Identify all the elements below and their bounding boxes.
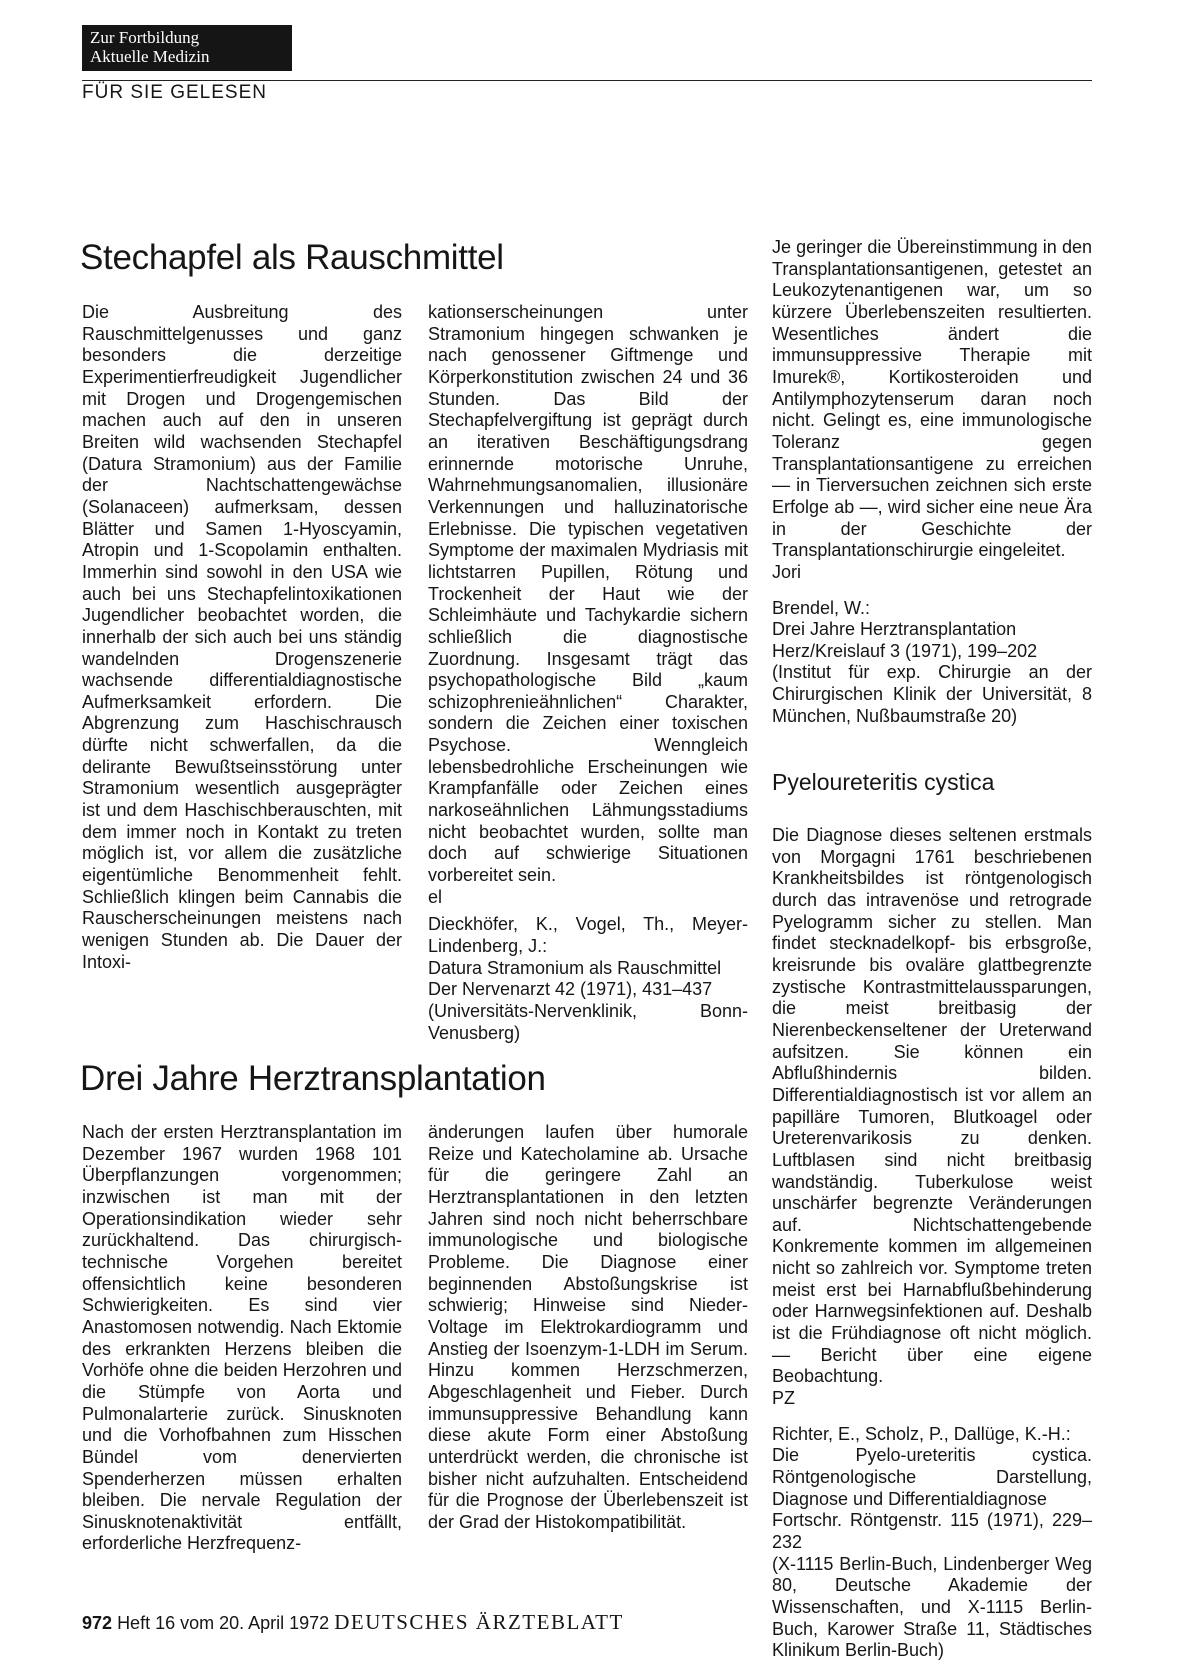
reference-address: (X-1115 Berlin-Buch, Lindenberger Weg 80, Deutsche Akademie der Wissenschaften, und X-1115 Berlin-Buch, Karower Straße 11, Städtisches Klinikum Berlin-Buch) — [772, 1553, 1092, 1661]
section-label: FÜR SIE GELESEN — [82, 82, 267, 103]
header-rule — [82, 80, 1092, 81]
reference-authors: Richter, E., Scholz, P., Dallüge, K.-H.: — [772, 1423, 1071, 1444]
article-body: Nach der ersten Herztransplantation im Dezember 1967 wurden 1968 101 Überpflanzungen vorgenommen; inzwischen ist man mit der Operationsindikation wieder sehr zurückhaltend. Das chirurgisch-technische Vorgehen bereitet offensichtlich keine besonderen Schwierigkeiten. Es sind vier Anastomosen notwendig. Nach Ektomie des erkrankten Herzens bleiben die Vorhöfe ohne die beiden Herzohren und die Stümpfe von Aorta und Pulmonalarterie zurück. Sinusknoten und die Vorhofbahnen zum Hisschen Bündel vom denervierten Spenderherzen müssen erhalten bleiben. Die nervale Regulation der Sinusknotenaktivität entfällt, erforderliche Herzfrequenz- — [82, 1122, 402, 1554]
page-number: 972 — [82, 1613, 113, 1633]
badge-line-2: Aktuelle Medizin — [90, 47, 210, 66]
author-signature: el — [428, 886, 443, 907]
reference-journal: Herz/Kreislauf 3 (1971), 199–202 — [772, 640, 1038, 661]
reference-address: (Universitäts-Nervenklinik, Bonn-Venusberg) — [428, 1001, 748, 1043]
author-signature: Jori — [772, 561, 802, 582]
article-title-stechapfel: Stechapfel als Rauschmittel — [80, 238, 504, 277]
reference-authors: Brendel, W.: — [772, 597, 871, 618]
article-body: Die Diagnose dieses seltenen erstmals von Morgagni 1761 beschriebenen Krankheitsbildes ist röntgenologisch durch das intravenöse und retrograde Pyelogramm sicher zu stellen. Man findet stecknadelkopf- bis erbsgroße, kreisrunde bis ovaläre glattbegrenzte zystische Kontrastmittelaussparungen, die meist breitbasig der Nierenbeckenseltener der Ureterwand aufsitzen. Sie können ein Abflußhindernis bilden. Differentialdiagnostisch ist vor allem an papilläre Tumoren, Blutkoagel oder Ureterenvarikosis zu denken. Luftblasen sind nicht breitbasig wandständig. Tuberkulose weist unschärfer begrenzte Veränderungen auf. Nichtschattengebende Konkremente kommen im allgemeinen nicht so zahlreich vor. Symptome treten meist erst bei Harnabflußbehinderung oder Harnwegsinfektionen auf. Deshalb ist die Frühdiagnose oft nicht möglich. — Bericht über eine eigene Beobachtung. — [772, 825, 1092, 1387]
reference-title: Datura Stramonium als Rauschmittel — [428, 957, 722, 978]
article-herz-col1 — [82, 1122, 402, 1555]
article-pyelo-col — [772, 825, 1092, 1662]
author-signature: PZ — [772, 1388, 796, 1409]
issue-info: Heft 16 vom 20. April 1972 — [117, 1613, 330, 1633]
article-herz-col2 — [428, 1122, 748, 1533]
page-footer — [82, 1610, 624, 1635]
badge-line-1: Zur Fortbildung — [90, 28, 200, 47]
reference-title: Drei Jahre Herztransplantation — [772, 619, 1017, 640]
reference-journal: Der Nervenarzt 42 (1971), 431–437 — [428, 979, 713, 1000]
article-title-pyelo: Pyeloureteritis cystica — [772, 769, 995, 795]
article-title-herz: Drei Jahre Herztransplantation — [80, 1059, 546, 1098]
reference-address: (Institut für exp. Chirurgie an der Chirurgischen Klinik der Universität, 8 München, Nußbaumstraße 20) — [772, 662, 1092, 726]
article-body: änderungen laufen über humorale Reize und Katecholamine ab. Ursache für die geringere Zahl an Herztransplantationen in den letzten Jahren sind noch nicht beherrschbare immunologische und biologische Probleme. Die Diagnose einer beginnenden Abstoßungskrise ist schwierig; Hinweise sind Nieder-Voltage im Elektrokardiogramm und Anstieg der Isoenzym-1-LDH im Serum. Hinzu kommen Herzschmerzen, Abgeschlagenheit und Fieber. Durch immunsuppressive Behandlung kann diese akute Form einer Abstoßung unterdrückt werden, die chronische ist bisher nicht aufzuhalten. Entscheidend für die Prognose der Überlebenszeit ist der Grad der Histokompatibilität. — [428, 1122, 748, 1532]
article-stechapfel-col1 — [82, 302, 402, 973]
section-badge — [82, 25, 292, 71]
article-body: Die Ausbreitung des Rauschmittelgenusses und ganz besonders die derzeitige Experimentierfreudigkeit Jugendlicher mit Drogen und Drogengemischen machen auch auf den in unseren Breiten wild wachsenden Stechapfel (Datura Stramonium) aus der Familie der Nachtschattengewächse (Solanaceen) aufmerksam, dessen Blätter und Samen 1-Hyoscyamin, Atropin und 1-Scopolamin enthalten. Immerhin sind sowohl in den USA wie auch bei uns Stechapfelintoxikationen Jugendlicher beobachtet worden, die innerhalb der sich auch bei uns ständig wandelnden Drogenszenerie wachsende differentialdiagnostische Aufmerksamkeit erfordern. Die Abgrenzung zum Haschischrausch dürfte nicht schwerfallen, da die delirante Bewußtseinsstörung unter Stramonium wesentlich ausgeprägter ist und dem Haschischberauschten, mit dem immer noch in Kontakt zu treten möglich ist, vor allem die zusätzliche eigentümliche Benommenheit fehlt. Schließlich klingen beim Cannabis die Rauscherscheinungen meistens nach wenigen Stunden ab. Die Dauer der Intoxi- — [82, 302, 402, 972]
journal-name: DEUTSCHES ÄRZTEBLATT — [334, 1610, 624, 1634]
article-body: kationserscheinungen unter Stramonium hingegen schwanken je nach genossener Giftmenge und Körperkonstitution zwischen 24 und 36 Stunden. Das Bild der Stechapfelvergiftung ist geprägt durch an iterativen Beschäftigungsdrang erinnernde motorische Unruhe, Wahrnehmungsanomalien, illusionäre Verkennungen und halluzinatorische Erlebnisse. Die typischen vegetativen Symptome der maximalen Mydriasis mit lichtstarren Pupillen, Rötung und Trockenheit der Haut wie der Schleimhäute und Tachykardie sichern schließlich die diagnostische Zuordnung. Insgesamt trägt das psychopathologische Bild „kaum schizophrenieähnlichen“ Charakter, sondern die Zeichen einer toxischen Psychose. Wenngleich lebensbedrohliche Erscheinungen wie Krampfanfälle oder Zeichen eines narkoseähnlichen Lähmungsstadiums nicht beobachtet wurden, sollte man doch auf schwierige Situationen vorbereitet sein. — [428, 302, 748, 886]
article-stechapfel-col2 — [428, 302, 748, 1044]
reference-title: Die Pyelo-ureteritis cystica. Röntgenologische Darstellung, Diagnose und Differentialdiagnose — [772, 1445, 1092, 1509]
article-body: Je geringer die Übereinstimmung in den Transplantationsantigenen, getestet an Leukozytenantigenen war, um so kürzere Überlebenszeiten resultierten. Wesentliches ändert die immunsuppressive Therapie mit Imurek®, Kortikosteroiden und Antilymphozytenserum daran noch nicht. Gelingt es, eine immunologische Toleranz gegen Transplantationsantigene zu erreichen — in Tierversuchen zeichnen sich erste Erfolge ab —, wird sicher eine neue Ära in der Geschichte der Transplantationschirurgie eingeleitet. — [772, 237, 1092, 561]
reference-authors: Dieckhöfer, K., Vogel, Th., Meyer-Lindenberg, J.: — [428, 914, 748, 957]
article-herz-col3 — [772, 237, 1092, 727]
reference-journal: Fortschr. Röntgenstr. 115 (1971), 229–232 — [772, 1510, 1092, 1552]
